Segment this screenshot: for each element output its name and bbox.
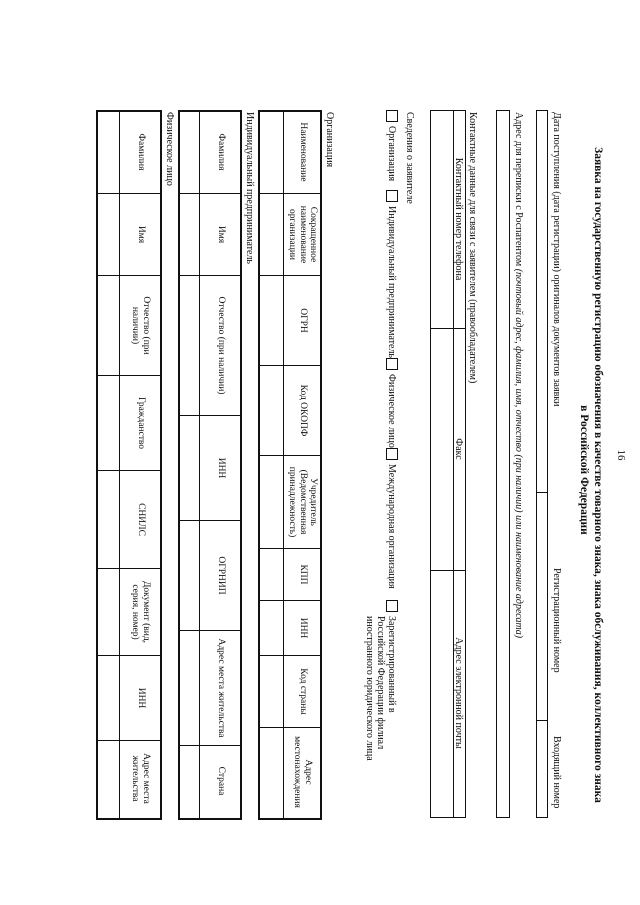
table-divider: [98, 470, 162, 471]
correspondence-address-field[interactable]: [496, 110, 510, 818]
person-col-inn: ИНН: [135, 687, 146, 709]
table-divider: [180, 630, 242, 631]
org-col-country-code: Код страны: [297, 668, 308, 715]
individual-checkbox-label: Физическое лицо: [386, 374, 397, 448]
organization-table-title: Организация: [324, 112, 335, 168]
field-divider: [536, 492, 548, 493]
receipt-date-label: Дата поступления (дата регистрации) оригиналов документов заявки: [551, 112, 562, 407]
table-divider: [180, 193, 242, 194]
table-divider: [98, 568, 162, 569]
person-header-line: [119, 110, 120, 818]
person-table-title: Физическое лицо: [164, 112, 175, 186]
correspondence-label: [513, 112, 524, 638]
registration-number-label: Регистрационный номер: [551, 568, 562, 673]
correspondence-label-plain: Адрес для переписки с Роспатентом: [513, 112, 524, 269]
table-divider: [180, 520, 242, 521]
table-divider: [260, 548, 322, 549]
table-divider: [260, 193, 322, 194]
table-divider: [260, 275, 322, 276]
ip-col-ogrnip: ОГРНИП: [215, 556, 226, 595]
org-col-name: Наименование: [297, 122, 308, 182]
person-col-document: Документ (вид, серия, номер): [130, 580, 151, 644]
correspondence-label-italic: (почтовый адрес, фамилия, имя, отчество (при наличии) или наименование адресата): [513, 268, 524, 639]
org-col-ogrn: ОГРН: [297, 308, 308, 333]
table-divider: [180, 275, 242, 276]
ip-col-name: Имя: [215, 225, 226, 244]
ip-table-title: Индивидуальный предприниматель: [244, 112, 255, 264]
person-col-surname: Фамилия: [135, 133, 146, 171]
contact-fax-header: Факс: [453, 438, 464, 460]
contact-email-header: Адрес электронной почты: [453, 637, 464, 749]
table-divider: [260, 365, 322, 366]
incoming-number-label: Входящий номер: [551, 736, 562, 809]
individual-entrepreneur-checkbox-label: Индивидуальный предприниматель: [386, 206, 397, 358]
applicant-heading: Сведения о заявителе: [404, 112, 415, 204]
form-title-line-1: Заявка на государственную регистрацию обозначения в качестве товарного знака, знака обслуживания, коллективного знака: [592, 147, 604, 803]
person-col-patronymic: Отчество (при наличии): [130, 296, 151, 355]
table-divider: [180, 745, 242, 746]
receipt-date-field[interactable]: [536, 110, 548, 818]
international-org-checkbox[interactable]: [386, 448, 398, 460]
table-divider: [98, 275, 162, 276]
individual-entrepreneur-checkbox[interactable]: [386, 190, 398, 202]
foreign-branch-checkbox-label: Зарегистрированный в Российской Федерации филиал иностранного юридического лица: [364, 616, 397, 761]
table-divider: [180, 415, 242, 416]
contacts-divider: [430, 328, 466, 329]
table-divider: [260, 455, 322, 456]
table-divider: [98, 655, 162, 656]
table-divider: [98, 375, 162, 376]
person-col-address: Адрес места жительства: [130, 753, 151, 804]
contact-fax-field[interactable]: [433, 330, 452, 568]
ip-col-surname: Фамилия: [215, 133, 226, 171]
org-col-founder: Учредитель (Ведомственная принадлежность): [287, 466, 319, 538]
org-col-address: Адрес местонахождения: [292, 736, 313, 808]
table-divider: [98, 193, 162, 194]
form-title-line-2: в Российской Федерации: [578, 405, 590, 535]
table-divider: [260, 655, 322, 656]
table-divider: [260, 600, 322, 601]
individual-checkbox[interactable]: [386, 358, 398, 370]
contact-phone-field[interactable]: [433, 112, 452, 326]
person-col-citizenship: Гражданство: [135, 396, 146, 450]
org-col-short-name: Сокращенное наименование организации: [287, 205, 319, 264]
org-col-okopf: Код ОКОПФ: [297, 384, 308, 437]
foreign-branch-checkbox[interactable]: [386, 600, 398, 612]
person-col-name: Имя: [135, 225, 146, 244]
ip-col-address: Адрес места жительства: [215, 638, 226, 738]
contacts-label: Контактные данные для связи с заявителем (правообладателем): [467, 112, 478, 384]
table-divider: [260, 727, 322, 728]
contact-email-field[interactable]: [433, 572, 452, 814]
contacts-divider: [430, 570, 466, 571]
ip-header-line: [199, 110, 200, 818]
page-number: 16: [615, 449, 627, 461]
field-divider: [536, 720, 548, 721]
organization-checkbox[interactable]: [386, 110, 398, 122]
org-col-inn: ИНН: [297, 617, 308, 639]
table-divider: [98, 740, 162, 741]
ip-col-patronymic: Отчество (при наличии): [215, 296, 226, 395]
ip-col-country: Страна: [215, 766, 226, 796]
ip-col-inn: ИНН: [215, 457, 226, 479]
person-col-snils: СНИЛС: [135, 503, 146, 536]
org-col-kpp: КПП: [297, 564, 308, 585]
contact-phone-header: Контактный номер телефона: [453, 157, 464, 281]
organization-checkbox-label: Организация: [386, 126, 397, 182]
international-org-checkbox-label: Международная организация: [386, 464, 397, 589]
organization-header-line: [283, 110, 284, 818]
